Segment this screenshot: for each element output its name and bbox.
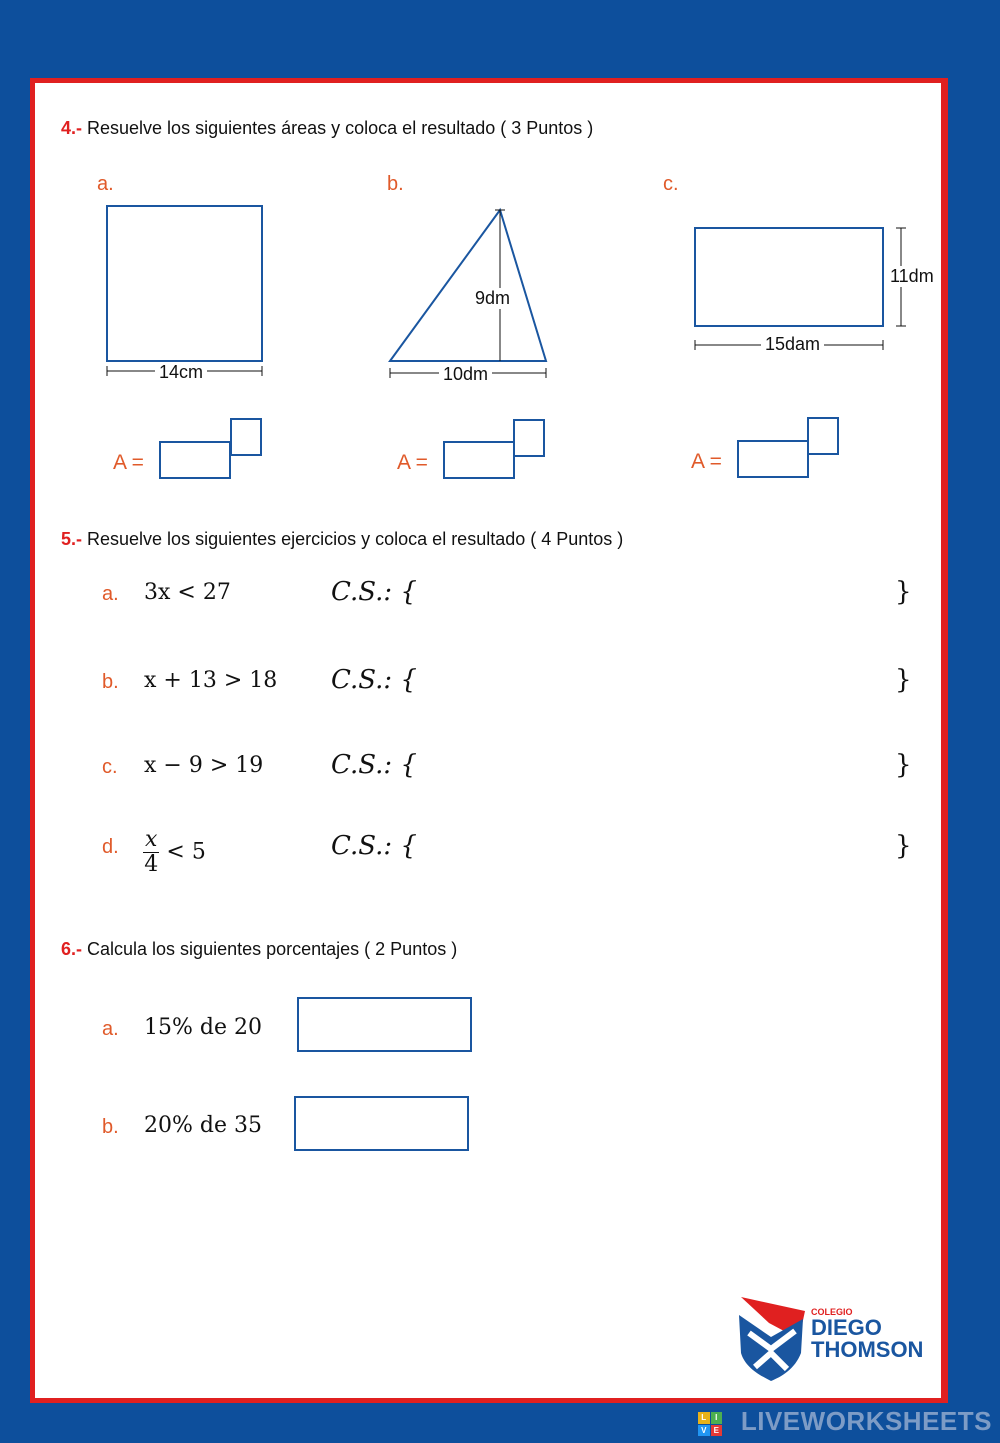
question-5-number: 5.- xyxy=(61,529,83,549)
inequality-c-expression: x − 9 > 19 xyxy=(144,753,264,778)
badge-letter: I xyxy=(711,1412,723,1424)
watermark-text: LIVEWORKSHEETS xyxy=(740,1406,992,1436)
question-4-text: Resuelve los siguientes áreas y coloca el resultado ( 3 Puntos ) xyxy=(82,118,594,138)
inequality-d-expression xyxy=(143,828,206,877)
inequality-a-label: a. xyxy=(102,583,119,605)
figure-a-label: a. xyxy=(97,173,114,195)
inequality-d-label: d. xyxy=(102,836,119,858)
question-4-heading xyxy=(61,118,593,139)
inequality-c-label: c. xyxy=(102,756,118,778)
badge-letter: L xyxy=(698,1412,710,1424)
percent-b-expression: 20% de 35 xyxy=(144,1113,262,1138)
school-crest-icon xyxy=(735,1293,807,1381)
figure-c-label: c. xyxy=(663,173,679,195)
percent-b-answer-box[interactable] xyxy=(294,1096,469,1151)
area-b-label: A = xyxy=(397,451,428,474)
logo-line-2: THOMSON xyxy=(811,1337,924,1362)
badge-letter: E xyxy=(711,1425,723,1437)
percent-a-answer-box[interactable] xyxy=(297,997,472,1052)
percent-b-label: b. xyxy=(102,1116,119,1138)
inequality-b-label: b. xyxy=(102,671,119,693)
inequality-b-expression: x + 13 > 18 xyxy=(144,668,278,693)
solution-set-d-close: } xyxy=(895,831,912,861)
fraction-denominator: 4 xyxy=(144,852,159,878)
question-6-heading xyxy=(61,939,457,960)
question-6-number: 6.- xyxy=(61,939,83,959)
question-5-text: Resuelve los siguientes ejercicios y coloca el resultado ( 4 Puntos ) xyxy=(82,529,624,549)
school-logo xyxy=(735,1293,945,1383)
square-side-dimension: 14cm xyxy=(155,362,207,383)
worksheet-page xyxy=(30,78,948,1403)
logo-line-1: DIEGO xyxy=(811,1315,882,1340)
square-figure xyxy=(95,201,295,386)
rectangle-height-dimension: 11dm xyxy=(886,266,938,287)
area-c-label: A = xyxy=(691,450,722,473)
inequality-a-expression: 3x < 27 xyxy=(144,580,231,605)
rectangle-base-dimension: 15dam xyxy=(761,334,824,355)
solution-set-a-open: C.S.: { xyxy=(331,577,417,607)
area-b-answer-box[interactable] xyxy=(443,441,515,479)
area-c-exponent-box[interactable] xyxy=(807,417,839,455)
percent-a-label: a. xyxy=(102,1018,119,1040)
solution-set-d-open: C.S.: { xyxy=(331,831,417,861)
area-c-answer-box[interactable] xyxy=(737,440,809,478)
badge-letter: V xyxy=(698,1425,710,1437)
percent-a-expression: 15% de 20 xyxy=(144,1015,262,1040)
area-a-exponent-box[interactable] xyxy=(230,418,262,456)
fraction-x-over-4 xyxy=(143,828,159,877)
liveworksheets-badge-icon xyxy=(698,1412,722,1436)
area-a-answer-box[interactable] xyxy=(159,441,231,479)
fraction-numerator: x xyxy=(145,827,158,852)
solution-set-b-open: C.S.: { xyxy=(331,665,417,695)
solution-set-b-close: } xyxy=(895,665,912,695)
triangle-base-dimension: 10dm xyxy=(439,364,492,385)
logo-small-text: COLEGIO xyxy=(811,1307,853,1317)
area-b-exponent-box[interactable] xyxy=(513,419,545,457)
inequality-d-rest: < 5 xyxy=(166,839,206,865)
solution-set-a-close: } xyxy=(895,577,912,607)
figure-b-label: b. xyxy=(387,173,404,195)
question-4-number: 4.- xyxy=(61,118,83,138)
question-5-heading xyxy=(61,529,623,550)
area-a-label: A = xyxy=(113,451,144,474)
solution-set-c-open: C.S.: { xyxy=(331,750,417,780)
question-6-text: Calcula los siguientes porcentajes ( 2 Puntos ) xyxy=(82,939,458,959)
triangle-height-dimension: 9dm xyxy=(471,288,514,309)
solution-set-c-close: } xyxy=(895,750,912,780)
